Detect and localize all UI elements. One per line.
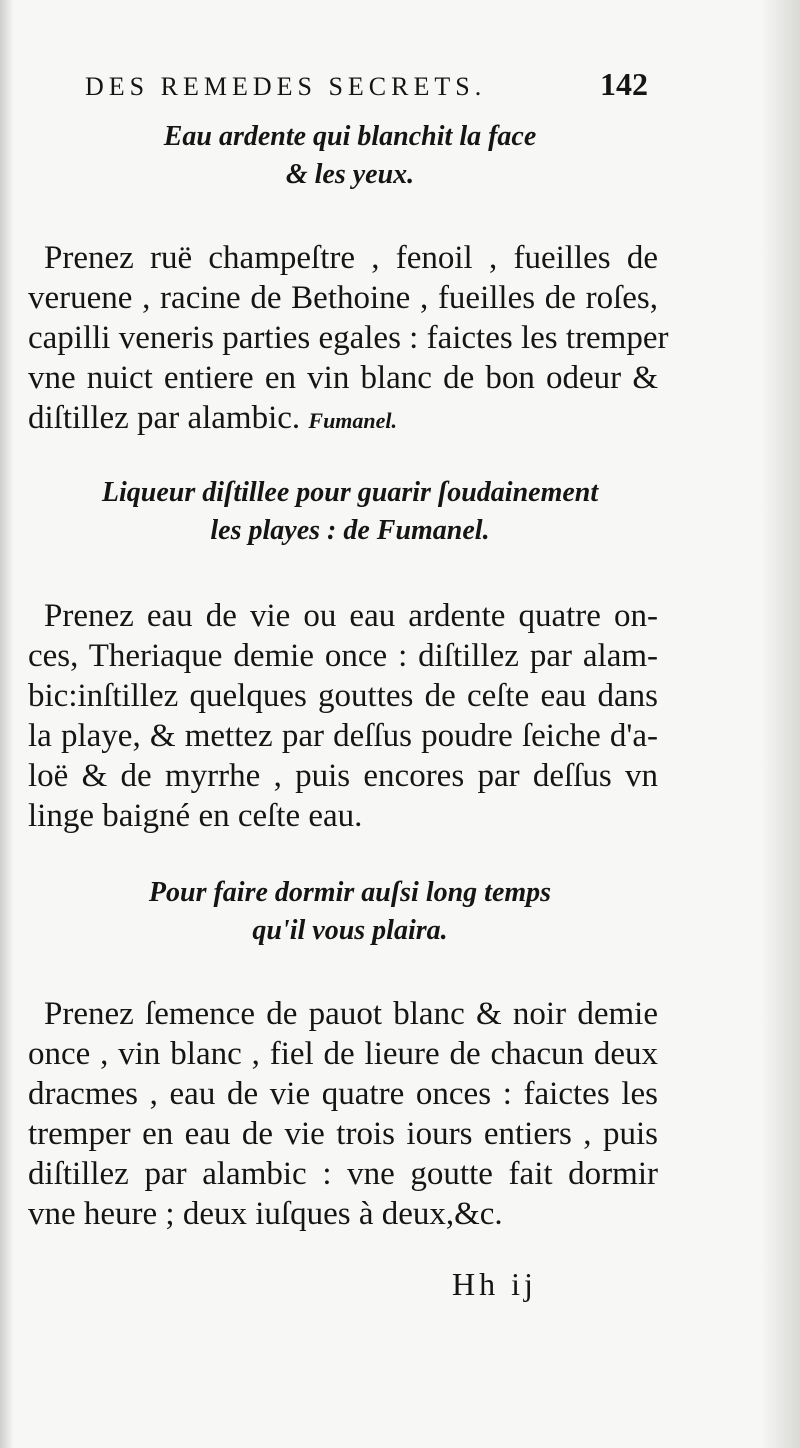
section-title-line: qu'il vous plaira.: [252, 915, 448, 946]
section-title-3: [40, 874, 660, 950]
body-line: Prenez eau de vie ou eau ardente quatre on-: [44, 598, 658, 634]
body-line: linge baigné en ceſte eau.: [28, 798, 363, 834]
page-right-edge-shadow: [760, 0, 800, 1448]
page-number: 142: [600, 66, 648, 102]
body-line: diſtillez par alambic : vne goutte fait dormir: [28, 1156, 658, 1192]
body-line: once , vin blanc , fiel de lieure de chacun deux: [28, 1036, 658, 1072]
body-line: bic:inſtillez quelques gouttes de ceſte eau dans: [28, 678, 658, 714]
body-line: veruene , racine de Bethoine , fueilles de roſes,: [28, 280, 658, 316]
section-body-1: [28, 238, 669, 441]
section-title-line: Eau ardente qui blanchit la face: [163, 121, 537, 152]
running-title: DES REMEDES SECRETS.: [85, 72, 487, 101]
body-line: Prenez ſemence de pauot blanc & noir demie: [44, 996, 658, 1032]
section-body-2: [28, 596, 658, 836]
body-line: dracmes , eau de vie quatre onces : faictes les: [28, 1076, 658, 1112]
section-body-3: [28, 994, 658, 1234]
body-line: tremper en eau de vie trois iours entiers , puis: [28, 1116, 658, 1152]
body-line: Prenez ruë champeſtre , fenoil , fueilles de: [44, 240, 658, 276]
section-title-2: [40, 474, 660, 550]
section-title-line: les playes : de Fumanel.: [210, 515, 490, 546]
signature-mark: Hh ij: [452, 1266, 537, 1302]
body-line: capilli veneris parties egales : faictes les tremper: [28, 320, 669, 356]
body-line-text: diſtillez par alambic.: [28, 400, 301, 436]
body-line: loë & de myrrhe , puis encores par deſſus vn: [28, 758, 658, 794]
section-title-line: Liqueur diſtillee pour guarir ſoudainement: [101, 477, 599, 508]
section-title-line: & les yeux.: [285, 159, 415, 190]
section-title-1: [40, 118, 660, 194]
source-attribution: Fumanel.: [308, 408, 398, 433]
section-title-line: Pour faire dormir auſsi long temps: [148, 877, 552, 908]
body-line: vne nuict entiere en vin blanc de bon odeur &: [28, 360, 658, 396]
body-line-final: [28, 398, 658, 441]
page-left-edge-shadow: [0, 0, 14, 1448]
body-line: la playe, & mettez par deſſus poudre ſeiche d'a-: [28, 718, 658, 754]
body-line: ces, Theriaque demie once : diſtillez par alam-: [28, 638, 658, 674]
body-line: vne heure ; deux iuſques à deux,&c.: [28, 1196, 503, 1232]
